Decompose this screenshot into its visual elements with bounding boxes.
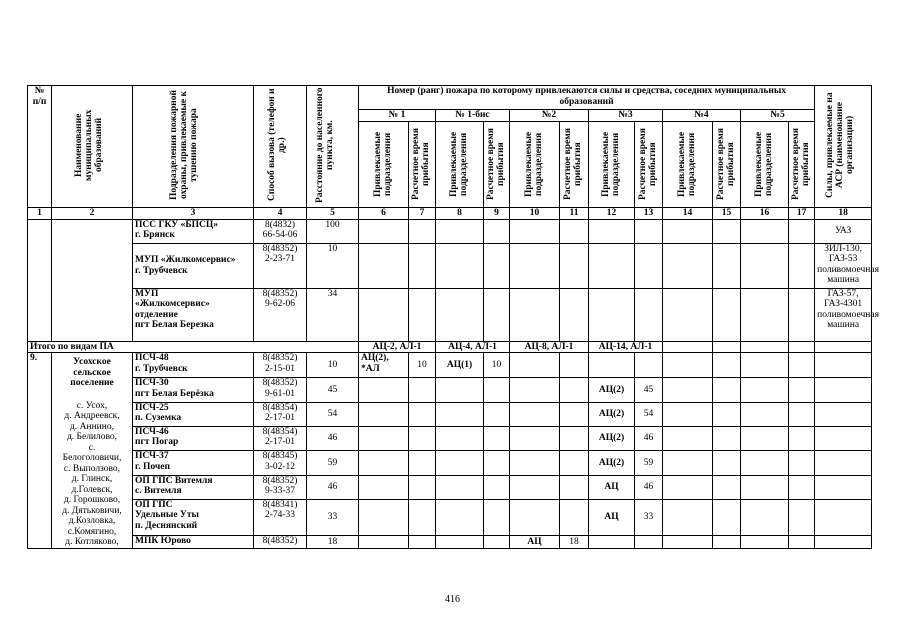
column-number: 18 — [815, 208, 872, 220]
rank-units — [436, 475, 484, 499]
table-row — [28, 426, 872, 450]
rank-time — [484, 536, 510, 548]
sub-time: Расчетное время прибытия — [635, 122, 663, 208]
total-r3: АЦ-14, АЛ-1 — [589, 341, 663, 353]
sub-units: Привлекаемые подразделения — [359, 122, 409, 208]
call-cell: 8(48352) 9-33-37 — [254, 475, 307, 499]
empty-cell — [713, 378, 741, 402]
rank-time — [484, 475, 510, 499]
dist-cell: 59 — [307, 451, 359, 475]
empty-cell — [713, 451, 741, 475]
empty-cell — [713, 475, 741, 499]
rank-units — [436, 378, 484, 402]
dist-cell: 54 — [307, 402, 359, 426]
call-cell: 8(48352) 2-15-01 — [254, 353, 307, 378]
call-cell: 8(48352) 2-23-71 — [254, 243, 307, 288]
rank-time — [560, 402, 589, 426]
empty-cell — [815, 402, 872, 426]
rank-1bis: № 1-бис — [436, 110, 510, 122]
empty-cell — [713, 499, 741, 535]
asr-cell: УАЗ — [815, 219, 872, 243]
empty-cell — [789, 451, 815, 475]
table-row — [28, 451, 872, 475]
rank-time: 18 — [560, 536, 589, 548]
call-cell: 8(48345) 3-02-12 — [254, 451, 307, 475]
sub-time: Расчетное время прибытия — [409, 122, 436, 208]
rank-time: 33 — [635, 499, 663, 535]
call-cell: 8(48352) 9-61-01 — [254, 378, 307, 402]
empty-cell — [713, 426, 741, 450]
dist-cell: 18 — [307, 536, 359, 548]
empty-cell — [741, 536, 789, 548]
unit-cell: ОП ГПС Удельные Уты п. Деснянский — [133, 499, 254, 535]
sub-units: Привлекаемые подразделения — [663, 122, 713, 208]
rank-units: АЦ — [510, 536, 560, 548]
table-row — [28, 475, 872, 499]
column-number: 8 — [436, 208, 484, 220]
unit-cell: ПСЧ-46 пгт Погар — [133, 426, 254, 450]
rank-time: 59 — [635, 451, 663, 475]
rank-units — [436, 536, 484, 548]
column-number: 12 — [589, 208, 635, 220]
r1bis-units: АЦ(1) — [436, 353, 484, 378]
rank-units: АЦ(2) — [589, 378, 635, 402]
empty-cell — [663, 378, 713, 402]
sub-units: Привлекаемые подразделения — [436, 122, 484, 208]
dist-cell: 10 — [307, 243, 359, 288]
page-number: 416 — [445, 594, 460, 605]
rank-time — [560, 499, 589, 535]
rank-units: АЦ(2) — [589, 451, 635, 475]
empty-cell — [663, 451, 713, 475]
dist-cell: 46 — [307, 475, 359, 499]
rank-units — [359, 475, 409, 499]
sub-time: Расчетное время прибытия — [560, 122, 589, 208]
column-number: 10 — [510, 208, 560, 220]
empty-cell — [789, 402, 815, 426]
unit-cell: ПСЧ-48 г. Трубчевск — [133, 353, 254, 378]
unit-cell: ПСЧ-37 г. Почеп — [133, 451, 254, 475]
empty-cell — [663, 499, 713, 535]
rank-time — [635, 536, 663, 548]
rank-units — [510, 426, 560, 450]
column-number: 15 — [713, 208, 741, 220]
rank-time — [409, 475, 436, 499]
col-mun-header: Наименование муниципальных образований — [52, 86, 133, 208]
unit-cell: МУП «Жилкомсервис» отделение пгт Белая Березка — [133, 288, 254, 341]
column-number: 16 — [741, 208, 789, 220]
col-unit-header: Подразделения пожарной охраны, привлекаемые к тушению пожара — [133, 86, 254, 208]
column-number: 13 — [635, 208, 663, 220]
unit-cell: ПСЧ-30 пгт Белая Берёзка — [133, 378, 254, 402]
call-cell: 8(4832) 66-54-06 — [254, 219, 307, 243]
empty-cell — [789, 475, 815, 499]
rank-4: №4 — [663, 110, 741, 122]
column-number: 5 — [307, 208, 359, 220]
section-mun: Усохское сельское поселение с. Усох, д. Андреевск, д. Аннино, д. Белилово, с. Белоголовичи, с. Выползово, д. Глинск, д.Голевск, д. Горошково, д. Дятьковичи, д.Козловка, с.Комягино, д. Котляково, — [52, 353, 133, 549]
column-numbers-row — [28, 208, 872, 220]
rank-units: АЦ — [589, 475, 635, 499]
rank-time — [409, 426, 436, 450]
table-row — [28, 288, 872, 341]
column-number: 7 — [409, 208, 436, 220]
empty-cell — [815, 499, 872, 535]
rank-time — [484, 402, 510, 426]
empty-cell — [815, 378, 872, 402]
empty-cell — [815, 451, 872, 475]
col-call-header: Способ вызова (телефон и др.) — [254, 86, 307, 208]
rank-units — [359, 378, 409, 402]
totals-row — [28, 341, 872, 353]
column-number: 17 — [789, 208, 815, 220]
rank-time — [409, 402, 436, 426]
dist-cell: 45 — [307, 378, 359, 402]
total-r1: АЦ-2, АЛ-1 — [359, 341, 436, 353]
section-num: 9. — [28, 353, 52, 549]
table-row — [28, 402, 872, 426]
total-r1bis: АЦ-4, АЛ-1 — [436, 341, 510, 353]
rank-units — [510, 499, 560, 535]
empty-cell — [713, 536, 741, 548]
rank-time — [560, 378, 589, 402]
col-dist-header: Расстояние до населенного пункта, км. — [307, 86, 359, 208]
unit-cell: ПСЧ-25 п. Суземка — [133, 402, 254, 426]
empty-cell — [663, 402, 713, 426]
empty-cell — [663, 536, 713, 548]
r1-units: АЦ(2), *АЛ — [359, 353, 409, 378]
empty-cell — [741, 475, 789, 499]
rank-2: №2 — [510, 110, 589, 122]
rank-units — [436, 402, 484, 426]
asr-cell: ЗИЛ-130, ГАЗ-53 поливомоечная машина — [815, 243, 872, 288]
rank-units: АЦ(2) — [589, 426, 635, 450]
empty-cell — [713, 402, 741, 426]
table-row — [28, 499, 872, 535]
empty-cell — [663, 426, 713, 450]
dist-cell: 46 — [307, 426, 359, 450]
rank-time: 46 — [635, 475, 663, 499]
rank-time — [484, 378, 510, 402]
empty-cell — [789, 536, 815, 548]
sub-units: Привлекаемые подразделения — [589, 122, 635, 208]
rank-units — [359, 499, 409, 535]
table-row — [28, 536, 872, 548]
table-row — [28, 219, 872, 243]
empty-cell — [741, 426, 789, 450]
table-row — [28, 243, 872, 288]
column-number: 6 — [359, 208, 409, 220]
totals-label: Итого по видам ПА — [28, 341, 359, 353]
call-cell: 8(48354) 2-17-01 — [254, 402, 307, 426]
call-cell: 8(48352) 9-62-06 — [254, 288, 307, 341]
column-number: 4 — [254, 208, 307, 220]
unit-cell: МПК Юрово — [133, 536, 254, 548]
rank-time — [484, 426, 510, 450]
sub-time: Расчетное время прибытия — [713, 122, 741, 208]
rank-units — [436, 426, 484, 450]
rank-units — [510, 475, 560, 499]
column-number: 9 — [484, 208, 510, 220]
rank-units — [510, 402, 560, 426]
empty-cell — [815, 475, 872, 499]
empty-cell — [663, 475, 713, 499]
rank-units — [510, 378, 560, 402]
rank-units — [436, 499, 484, 535]
rank-time: 45 — [635, 378, 663, 402]
column-number: 1 — [28, 208, 52, 220]
column-number: 14 — [663, 208, 713, 220]
call-cell: 8(48341) 2-74-33 — [254, 499, 307, 535]
fire-forces-table — [27, 85, 879, 549]
num-cell — [28, 219, 52, 341]
empty-cell — [789, 499, 815, 535]
r1bis-time: 10 — [484, 353, 510, 378]
rank-units: АЦ — [589, 499, 635, 535]
rank-units — [589, 536, 635, 548]
rank-units — [359, 426, 409, 450]
empty-cell — [789, 426, 815, 450]
rank-time — [560, 451, 589, 475]
rank-units — [359, 451, 409, 475]
unit-cell: МУП «Жилкомсервис» г. Трубчевск — [133, 243, 254, 288]
rank-time — [484, 451, 510, 475]
unit-cell: ОП ГПС Витемля с. Витемля — [133, 475, 254, 499]
rank-units — [436, 451, 484, 475]
col-num-header: № п/п — [28, 86, 52, 208]
r1-time: 10 — [409, 353, 436, 378]
column-number: 11 — [560, 208, 589, 220]
rank-units — [510, 451, 560, 475]
empty-cell — [741, 499, 789, 535]
total-r2: АЦ-8, АЛ-1 — [510, 341, 589, 353]
dist-cell: 100 — [307, 219, 359, 243]
call-cell: 8(48354) 2-17-01 — [254, 426, 307, 450]
rank-units — [359, 402, 409, 426]
table-row — [28, 353, 872, 378]
empty-cell — [741, 378, 789, 402]
rank-units: АЦ(2) — [589, 402, 635, 426]
rank-1: № 1 — [359, 110, 436, 122]
asr-cell: ГАЗ-57, ГАЗ-4301 поливомоечная машина — [815, 288, 872, 341]
col-asr-header: Силы, привлекаемые на АСР (наименование организации) — [815, 86, 872, 208]
empty-cell — [741, 402, 789, 426]
empty-cell — [741, 451, 789, 475]
rank-title: Номер (ранг) пожара по которому привлекаются силы и средства, соседних муниципальных образований — [359, 86, 815, 110]
column-number: 2 — [52, 208, 133, 220]
mun-cell — [52, 219, 133, 341]
rank-3: №3 — [589, 110, 663, 122]
empty-cell — [789, 378, 815, 402]
rank-5: №5 — [741, 110, 815, 122]
empty-cell — [815, 536, 872, 548]
rank-time: 54 — [635, 402, 663, 426]
call-cell: 8(48352) — [254, 536, 307, 548]
rank-time — [409, 536, 436, 548]
dist-cell: 33 — [307, 499, 359, 535]
rank-time — [409, 499, 436, 535]
sub-units: Привлекаемые подразделения — [510, 122, 560, 208]
rank-time — [560, 475, 589, 499]
unit-cell: ПСС ГКУ «БПСЦ» г. Брянск — [133, 219, 254, 243]
rank-time — [560, 426, 589, 450]
rank-units — [359, 536, 409, 548]
rank-time — [409, 451, 436, 475]
dist-cell: 34 — [307, 288, 359, 341]
empty-cell — [815, 426, 872, 450]
rank-time — [484, 499, 510, 535]
rank-time — [409, 378, 436, 402]
sub-time: Расчетное время прибытия — [484, 122, 510, 208]
column-number: 3 — [133, 208, 254, 220]
table-row — [28, 378, 872, 402]
rank-time: 46 — [635, 426, 663, 450]
dist-cell: 10 — [307, 353, 359, 378]
sub-units: Привлекаемые подразделения — [741, 122, 789, 208]
sub-time: Расчетное время прибытия — [789, 122, 815, 208]
